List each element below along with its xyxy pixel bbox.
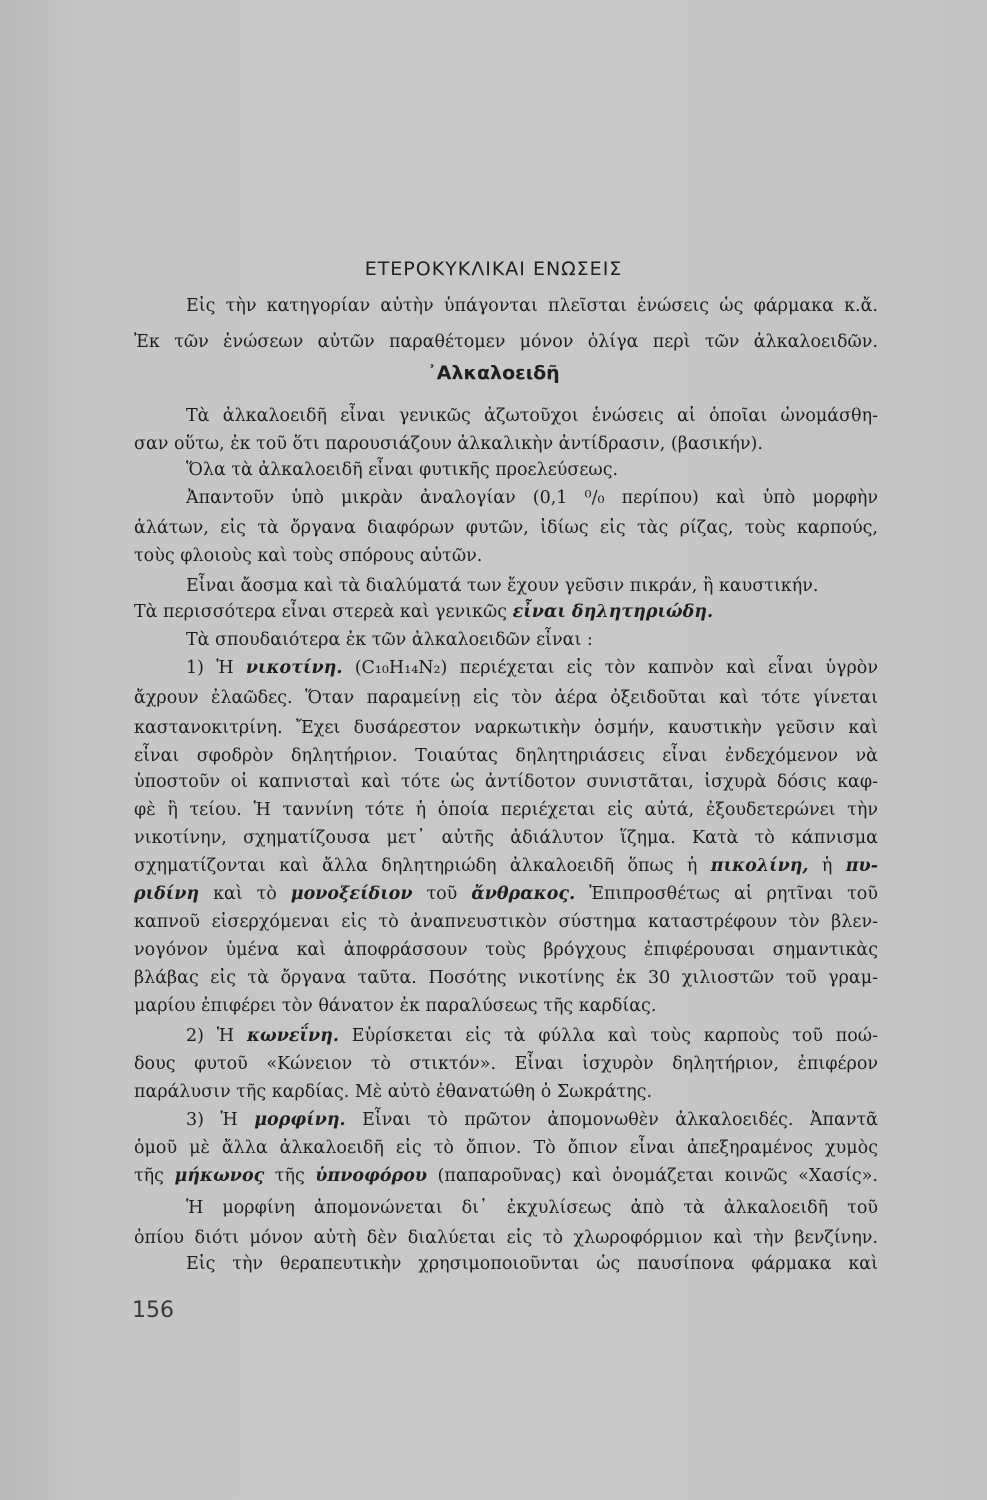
text-line: Εἶναι ἄοσμα καὶ τὰ διαλύματά των ἔχουν γεῦσιν πικράν, ἢ καυστικήν. <box>186 576 819 596</box>
text-line: καπνοῦ εἰσερχόμεναι εἰς τὸ ἀναπνευστικὸν σύστημα καταστρέφουν τὸν βλεν- <box>134 912 878 932</box>
text-line: νικοτίνην, σχηματίζουσα μετ᾿ αὐτῆς ἀδιάλυτον ἵζημα. Κατὰ τὸ κάπνισμα <box>134 828 878 848</box>
term-coniine: κωνεΐνη. <box>246 1026 339 1046</box>
emphasis-text: εἶναι δηλητηριώδη. <box>512 602 714 622</box>
text-span: Εἶναι τὸ πρῶτον ἀπομονωθὲν ἀλκαλοειδές. Ἀπαντᾶ <box>362 1110 878 1130</box>
text-line: παράλυσιν τῆς καρδίας. Μὲ αὐτὸ ἐθανατώθη ὁ Σωκράτης. <box>134 1082 653 1102</box>
text-line: τοὺς φλοιοὺς καὶ τοὺς σπόρους αὐτῶν. <box>134 546 483 566</box>
text-line: καστανοκιτρίνη. Ἔχει δυσάρεστον ναρκωτικὴν ὀσμήν, καυστικὴν γεῦσιν καὶ <box>134 718 878 738</box>
text-line <box>186 1108 878 1132</box>
term-monoxide: μονοξείδιον <box>290 884 413 904</box>
text-line: νογόνον ὑμένα καὶ ἀποφράσσουν τοὺς βρόγχους ἐπιφέρουσαι σημαντικὰς <box>134 940 878 960</box>
text-line <box>134 600 878 624</box>
text-line: Ἐκ τῶν ἑνώσεων αὐτῶν παραθέτομεν μόνον ὀλίγα περὶ τῶν ἀλκαλοειδῶν. <box>134 332 878 352</box>
text-span: (παπαροῦνας) καὶ ὀνομάζεται κοινῶς «Χασίς». <box>437 1166 878 1186</box>
term-morphine: μορφίνη. <box>254 1110 346 1130</box>
term-poppy: μήκωνος <box>174 1166 265 1186</box>
text-line <box>134 1164 878 1188</box>
text-line <box>186 1024 878 1048</box>
text-span: Εὑρίσκεται εἰς τὰ φύλλα καὶ τοὺς καρποὺς τοῦ ποώ- <box>351 1026 878 1046</box>
text-span: Ἐπιπροσθέτως αἱ ρητῖναι τοῦ <box>589 884 878 904</box>
text-line: φὲ ἢ τείου. Ἡ ταννίνη τότε ἡ ὁποία περιέχεται εἰς αὐτά, ἐξουδετερώνει τὴν <box>134 800 878 820</box>
text-line: Εἰς τὴν θεραπευτικὴν χρησιμοποιοῦνται ὡς παυσίπονα φάρμακα καὶ <box>186 1254 878 1274</box>
term-pyridine-cont: ριδίνη <box>134 884 200 904</box>
text-line: Εἰς τὴν κατηγορίαν αὐτὴν ὑπάγονται πλεῖσται ἑνώσεις ὡς φάρμακα κ.ἄ. <box>186 296 878 316</box>
term-hypnotic: ὑπνοφόρου <box>315 1166 428 1186</box>
text-line: Ὅλα τὰ ἀλκαλοειδῆ εἶναι φυτικῆς προελεύσεως. <box>186 460 619 480</box>
text-line: μαρίου ἐπιφέρει τὸν θάνατον ἐκ παραλύσεως τῆς καρδίας. <box>134 996 657 1016</box>
text-line: ἁλάτων, εἰς τὰ ὄργανα διαφόρων φυτῶν, ἰδίως εἰς τὰς ρίζας, τοὺς καρπούς, <box>134 518 878 538</box>
text-line: εἶναι σφοδρὸν δηλητήριον. Τοιαύτας δηλητηριάσεις εἶναι ἐνδεχόμενον νὰ <box>134 746 878 766</box>
text-line: ὀπίου διότι μόνον αὐτὴ δὲν διαλύεται εἰς τὸ χλωροφόρμιον καὶ τὴν βενζίνην. <box>134 1228 878 1248</box>
text-line <box>134 882 878 906</box>
text-span: (C₁₀H₁₄N₂) περιέχεται εἰς τὸν καπνὸν καὶ εἶναι ὑγρὸν <box>354 658 878 678</box>
text-line: βλάβας εἰς τὰ ὄργανα ταῦτα. Ποσότης νικοτίνης ἐκ 30 χιλιοστῶν τοῦ γραμ- <box>134 968 878 988</box>
section-heading: ᾿Αλκαλοειδῆ <box>427 362 560 384</box>
text-line: Ἡ μορφίνη ἀπομονώνεται δι᾿ ἐκχυλίσεως ἀπὸ τὰ ἀλκαλοειδῆ τοῦ <box>186 1198 878 1218</box>
list-number: 1) Ἡ <box>186 658 234 678</box>
list-number: 2) Ἡ <box>186 1026 235 1046</box>
text-line: σαν οὕτω, ἐκ τοῦ ὅτι παρουσιάζουν ἀλκαλικὴν ἀντίδρασιν, (βασικήν). <box>134 434 763 454</box>
text-line: Τὰ ἀλκαλοειδῆ εἶναι γενικῶς ἀζωτοῦχοι ἑνώσεις αἱ ὁποῖαι ὠνομάσθη- <box>186 406 878 426</box>
text-line <box>134 854 878 878</box>
text-span: ἡ <box>821 856 833 876</box>
text-span: τῆς <box>134 1166 164 1186</box>
text-line: δους φυτοῦ «Κώνειον τὸ στικτόν». Εἶναι ἰσχυρὸν δηλητήριον, ἐπιφέρον <box>134 1054 878 1074</box>
text-line: ἄχρουν ἐλαῶδες. Ὅταν παραμείνῃ εἰς τὸν ἀέρα ὀξειδοῦται καὶ τότε γίνεται <box>134 688 878 708</box>
text-span: Τὰ περισσότερα εἶναι στερεὰ καὶ γενικῶς <box>134 602 508 622</box>
text-span: καὶ τὸ <box>213 884 277 904</box>
text-line <box>186 656 878 680</box>
text-span: τῆς <box>274 1166 305 1186</box>
text-line: ὁμοῦ μὲ ἄλλα ἀλκαλοειδῆ εἰς τὸ ὄπιον. Τὸ ὄπιον εἶναι ἀπεξηραμένος χυμὸς <box>134 1138 878 1158</box>
text-span: τοῦ <box>426 884 458 904</box>
term-pyridine: πυ- <box>845 856 878 876</box>
term-carbon: ἄνθρακος. <box>471 884 576 904</box>
term-nicotine: νικοτίνη. <box>245 658 343 678</box>
text-line: ὑποστοῦν οἱ καπνισταὶ καὶ τότε ὡς ἀντίδοτον συνιστᾶται, ἰσχυρὰ δόσις καφ- <box>134 772 878 792</box>
page-number: 156 <box>132 1298 174 1323</box>
text-span: σχηματίζονται καὶ ἄλλα δηλητηριώδη ἀλκαλοειδῆ ὅπως ἡ <box>134 856 698 876</box>
term-picoline: πικολίνη, <box>710 856 809 876</box>
text-line: Τὰ σπουδαιότερα ἐκ τῶν ἀλκαλοειδῶν εἶναι : <box>186 630 593 650</box>
list-number: 3) Ἡ <box>186 1110 238 1130</box>
chapter-heading: ΕΤΕΡΟΚΥΚΛΙΚΑΙ ΕΝΩΣΕΙΣ <box>364 258 623 280</box>
text-line: Ἀπαντοῦν ὑπὸ μικρὰν ἀναλογίαν (0,1 ⁰/₀ περίπου) καὶ ὑπὸ μορφὴν <box>186 488 878 508</box>
